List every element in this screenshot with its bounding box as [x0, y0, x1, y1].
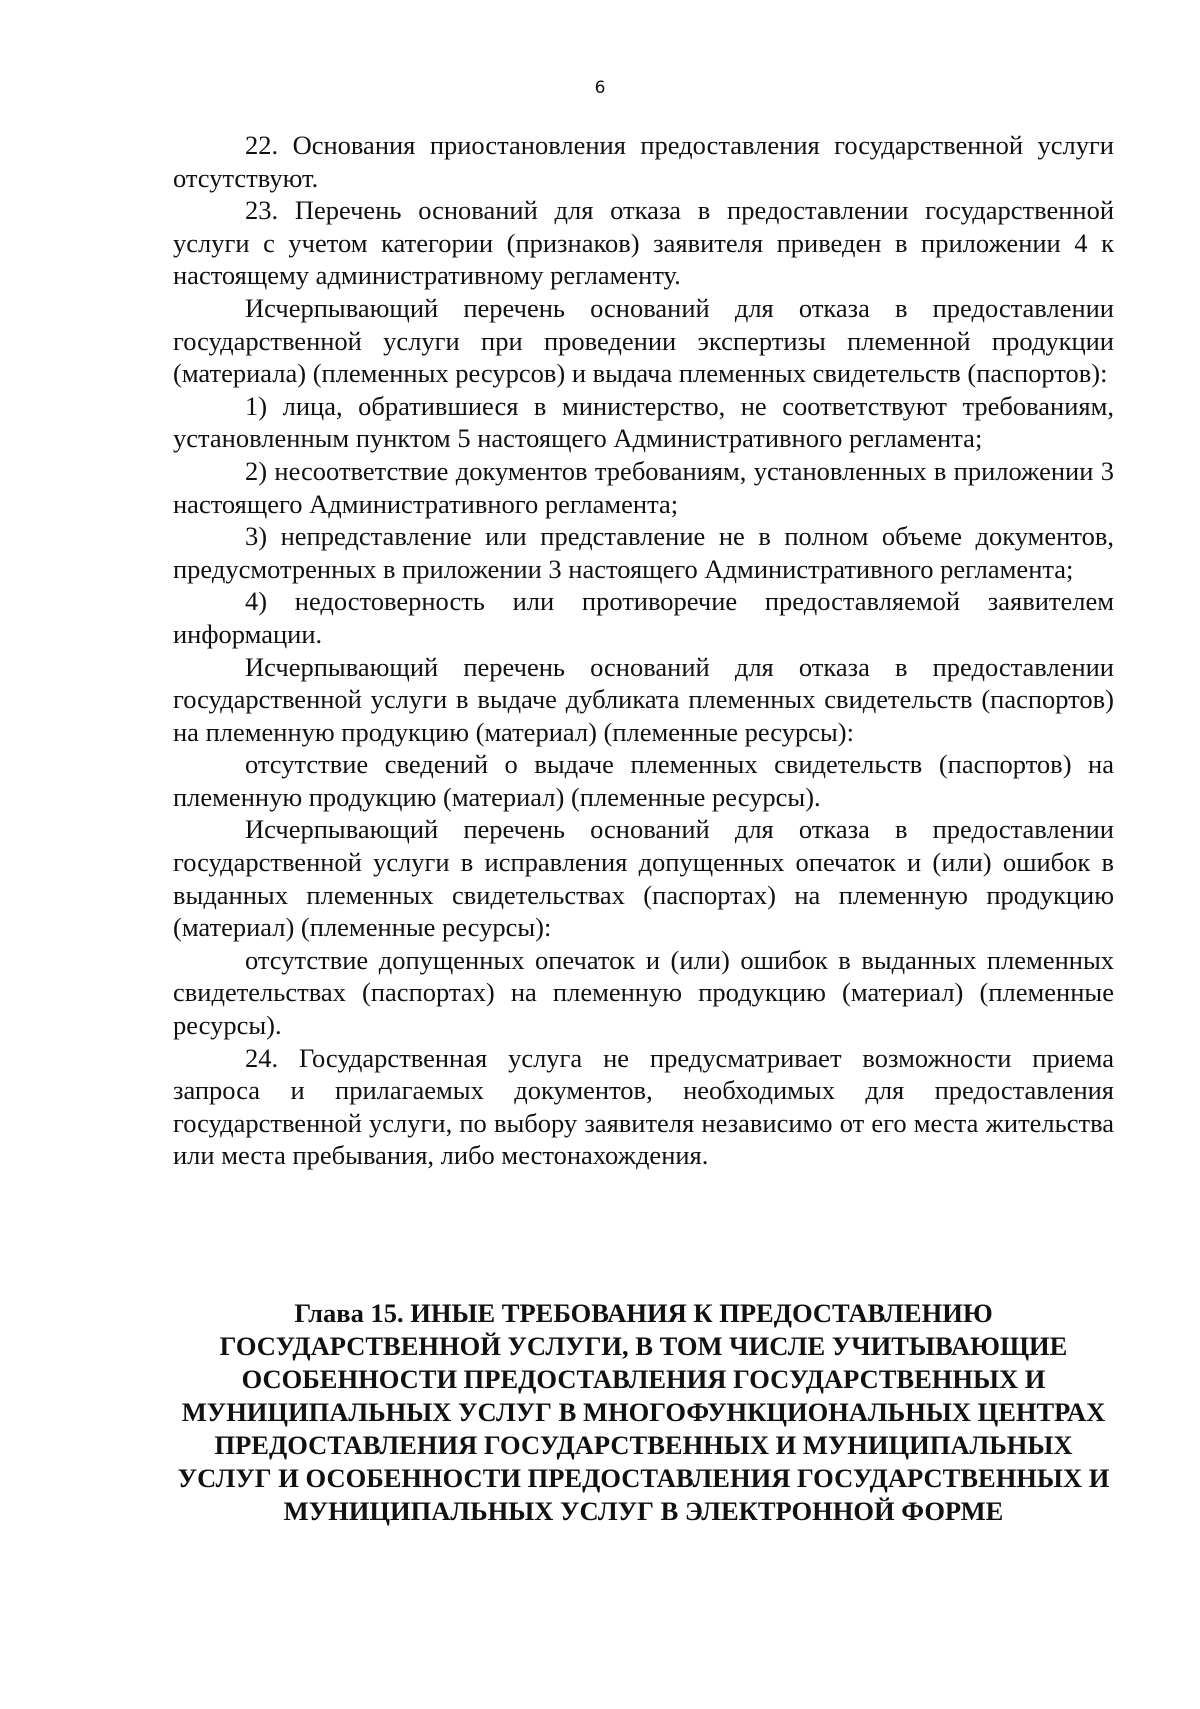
list-item-2: 2) несоответствие документов требованиям, установленных в приложении 3 настоящего Административного регламента; — [173, 455, 1114, 519]
body-text — [173, 129, 1114, 1172]
paragraph-22: 22. Основания приостановления предоставления государственной услуги отсутствуют. — [173, 130, 1114, 193]
list-item-3: 3) непредставление или представление не в полном объеме документов, предусмотренных в приложении 3 настоящего Административного регламента; — [173, 521, 1114, 584]
paragraph-23: 23. Перечень оснований для отказа в предоставлении государственной услуги с учетом категории (признаков) заявителя приведен в приложении 4 к настоящему административному регламенту. — [173, 195, 1114, 291]
paragraph-correction-ground: отсутствие допущенных опечаток и (или) ошибок в выданных племенных свидетельствах (паспортах) на племенную продукцию (материал) (племенные ресурсы). — [173, 944, 1114, 1041]
paragraph-duplicate-ground: отсутствие сведений о выдаче племенных свидетельств (паспортов) на племенную продукцию (материал) (племенные ресурсы). — [173, 749, 1114, 812]
chapter-heading: Глава 15. ИНЫЕ ТРЕБОВАНИЯ К ПРЕДОСТАВЛЕНИЮ ГОСУДАРСТВЕННОЙ УСЛУГИ, В ТОМ ЧИСЛЕ УЧИТЫВАЮЩИЕ ОСОБЕННОСТИ ПРЕДОСТАВЛЕНИЯ ГОСУДАРСТВЕННЫХ И МУНИЦИПАЛЬНЫХ УСЛУГ В МНОГОФУНКЦИОНАЛЬНЫХ ЦЕНТРАХ ПРЕДОСТАВЛЕНИЯ ГОСУДАРСТВЕННЫХ И МУНИЦИПАЛЬНЫХ УСЛУГ И ОСОБЕННОСТИ ПРЕДОСТАВЛЕНИЯ ГОСУДАРСТВЕННЫХ И МУНИЦИПАЛЬНЫХ УСЛУГ В ЭЛЕКТРОННОЙ ФОРМЕ — [177, 1298, 1110, 1526]
page-number: 6 — [594, 78, 606, 98]
paragraph-refusal-grounds-correction: Исчерпывающий перечень оснований для отказа в предоставлении государственной услуги в исправления допущенных опечаток и (или) ошибок в выданных племенных свидетельствах (паспортах) на племенную продукцию (материал) (племенные ресурсы): — [173, 814, 1114, 943]
paragraph-refusal-grounds-duplicate: Исчерпывающий перечень оснований для отказа в предоставлении государственной услуги в выдаче дубликата племенных свидетельств (паспортов) на племенную продукцию (материал) (племенные ресурсы): — [173, 651, 1114, 747]
list-item-4: 4) недостоверность или противоречие предоставляемой заявителем информации. — [173, 586, 1114, 649]
paragraph-refusal-grounds-expertise: Исчерпывающий перечень оснований для отказа в предоставлении государственной услуги при проведении экспертизы племенной продукции (материала) (племенных ресурсов) и выдача племенных свидетельств (паспортов): — [173, 292, 1114, 389]
paragraph-24: 24. Государственная услуга не предусматривает возможности приема запроса и прилагаемых документов, необходимых для предоставления государственной услуги, по выбору заявителя независимо от его места жительства или места пребывания, либо местонахождения. — [173, 1042, 1114, 1171]
list-item-1: 1) лица, обратившиеся в министерство, не соответствуют требованиям, установленным пунктом 5 настоящего Административного регламента; — [173, 390, 1114, 454]
